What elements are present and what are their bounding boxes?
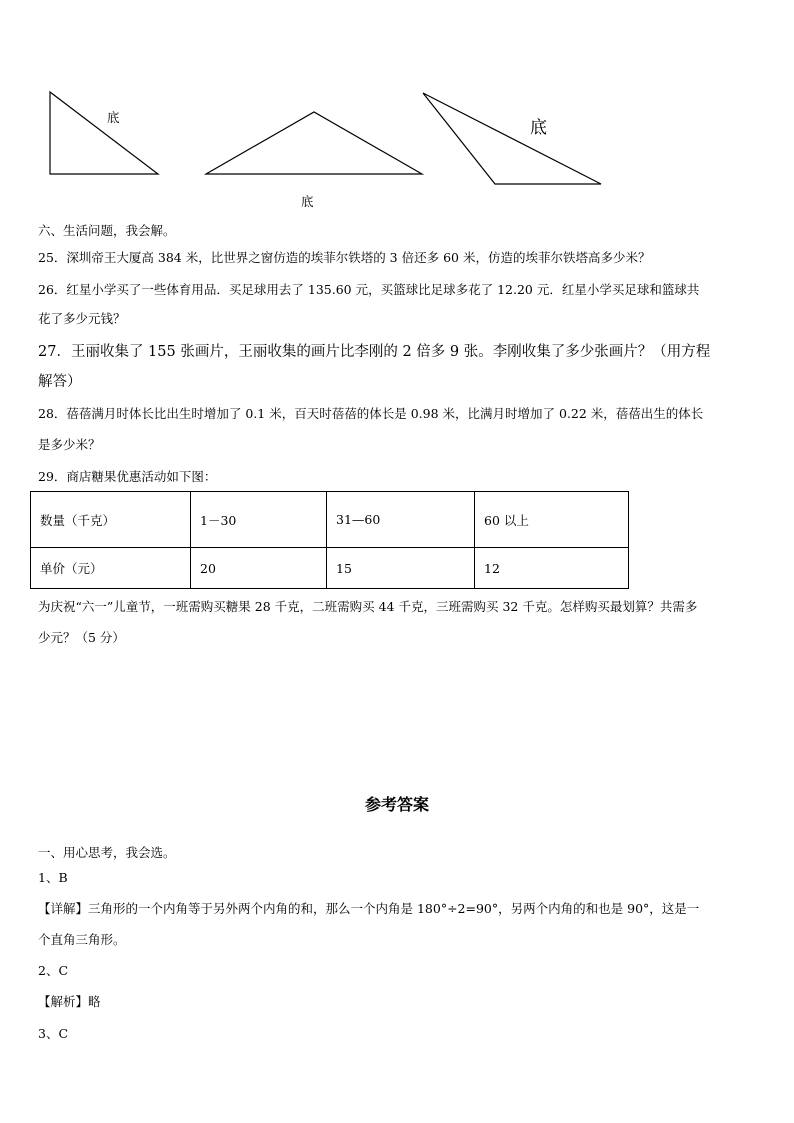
- answer-1-detail-line2: 个直角三角形。: [38, 932, 126, 947]
- candy-price-table: [30, 491, 629, 589]
- table-row: [31, 548, 629, 589]
- question-29-text-line1: 为庆祝“六一”儿童节，一班需购买糖果 28 千克，二班需购买 44 千克，三班需购买 32 千克。怎样购买最划算？共需多: [38, 599, 698, 614]
- question-26-line1: 26．红星小学买了一些体育用品．买足球用去了 135.60 元，买篮球比足球多花了 12.20 元．红星小学买足球和篮球共: [38, 282, 700, 297]
- table-cell: 单价（元）: [31, 548, 191, 589]
- answers-section1-heading: 一、用心思考，我会选。: [38, 845, 176, 860]
- table-cell: 12: [475, 548, 629, 589]
- triangle-label-base-a: 底: [107, 110, 120, 125]
- table-cell: 1－30: [191, 492, 327, 548]
- triangle-label-base-c: 底: [530, 118, 547, 138]
- question-27-line1: 27．王丽收集了 155 张画片，王丽收集的画片比李刚的 2 倍多 9 张。李刚收集了多少张画片？（用方程: [38, 344, 711, 360]
- question-27-line2: 解答）: [38, 374, 82, 390]
- table-cell: 15: [327, 548, 475, 589]
- triangle-figures: [0, 80, 794, 215]
- isosceles-triangle: [206, 112, 422, 174]
- question-25: 25．深圳帝王大厦高 384 米，比世界之窗仿造的埃菲尔铁塔的 3 倍还多 60 米，仿造的埃菲尔铁塔高多少米？: [38, 250, 651, 265]
- section6-heading: 六、生活问题，我会解。: [38, 223, 176, 238]
- answer-3: 3、C: [38, 1026, 69, 1041]
- question-26-line2: 花了多少元钱？: [38, 311, 126, 326]
- answers-title: 参考答案: [364, 795, 429, 814]
- table-cell: 31—60: [327, 492, 475, 548]
- obtuse-triangle: [423, 93, 601, 184]
- right-triangle: [50, 92, 158, 174]
- question-29: 29．商店糖果优惠活动如下图：: [38, 469, 217, 484]
- question-28-line2: 是多少米？: [38, 437, 101, 452]
- answer-1-detail-line1: 【详解】三角形的一个内角等于另外两个内角的和，那么一个内角是 180°÷2=90°，另两个内角的和也是 90°，这是一: [38, 901, 700, 916]
- answer-2-detail: 【解析】略: [38, 994, 101, 1009]
- table-cell: 数量（千克）: [31, 492, 191, 548]
- question-28-line1: 28．蓓蓓满月时体长比出生时增加了 0.1 米，百天时蓓蓓的体长是 0.98 米，比满月时增加了 0.22 米，蓓蓓出生的体长: [38, 406, 704, 421]
- table-row: [31, 492, 629, 548]
- answer-1: 1、B: [38, 870, 68, 885]
- table-cell: 60 以上: [475, 492, 629, 548]
- question-29-text-line2: 少元？（5 分）: [38, 630, 125, 645]
- table-cell: 20: [191, 548, 327, 589]
- triangle-label-base-b: 底: [301, 194, 314, 209]
- answer-2: 2、C: [38, 963, 69, 978]
